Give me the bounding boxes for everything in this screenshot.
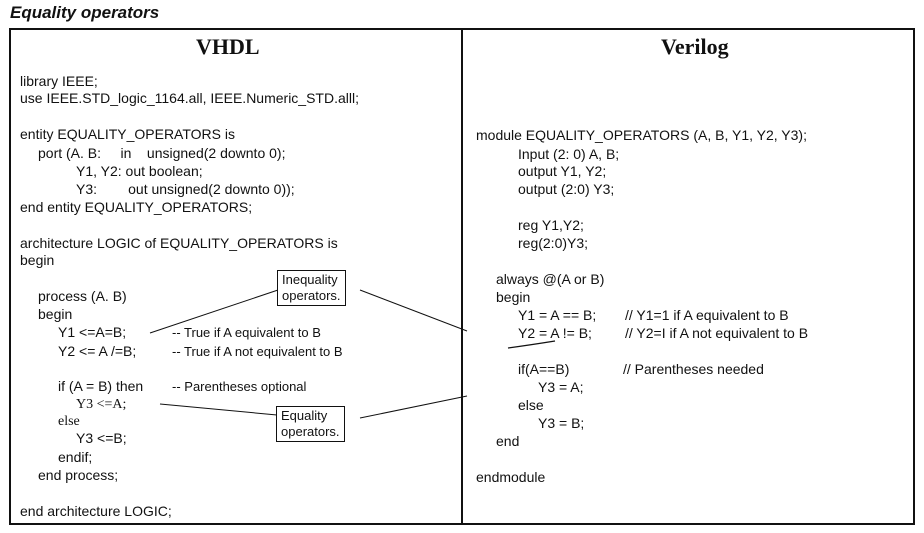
verilog-comment: // Y2=I if A not equivalent to B [625,325,809,341]
vhdl-line: Y1 <=A=B; [58,324,127,340]
verilog-line: always @(A or B) [496,271,605,287]
vhdl-line: if (A = B) then [58,378,144,394]
verilog-line: if(A==B) [518,361,570,377]
inequality-leader-left [150,290,278,333]
equality-callout-line1: Equality [281,408,328,423]
vhdl-line: end process; [38,467,119,483]
equality-callout-line2: operators. [281,424,340,439]
vhdl-line: architecture LOGIC of EQUALITY_OPERATORS is [20,235,338,251]
figure-title: Equality operators [10,3,160,22]
verilog-comment: // Y1=1 if A equivalent to B [625,307,789,323]
verilog-line: Y3 = B; [538,415,585,431]
vhdl-line: Y3 <=A; [76,397,127,412]
vhdl-line: begin [20,252,55,268]
verilog-comment: // Parentheses needed [623,361,764,377]
vhdl-line: Y3 <=B; [76,430,127,446]
verilog-line: begin [496,289,531,305]
vhdl-line: end entity EQUALITY_OPERATORS; [20,199,253,215]
verilog-line: reg Y1,Y2; [518,217,584,233]
vhdl-line: Y1, Y2: out boolean; [76,163,203,179]
verilog-line: Y1 = A == B; [518,307,597,323]
vhdl-line: Y3: out unsigned(2 downto 0)); [76,181,295,197]
verilog-line: output (2:0) Y3; [518,181,615,197]
verilog-line: endmodule [476,469,546,485]
vhdl-line: else [58,414,80,429]
verilog-line: else [518,397,544,413]
vhdl-comment: -- True if A not equivalent to B [172,344,343,359]
equality-leader-left [160,404,277,415]
vhdl-heading: VHDL [196,34,260,59]
vhdl-comment: -- True if A equivalent to B [172,325,321,340]
verilog-line: Y3 = A; [538,379,584,395]
inequality-callout-line1: Inequality [282,272,338,287]
vhdl-line: begin [38,306,73,322]
vhdl-line: library IEEE; [20,73,98,89]
inequality-leader-right [360,290,467,331]
equality-leader-right [360,396,467,418]
verilog-line: module EQUALITY_OPERATORS (A, B, Y1, Y2, Y3); [476,127,807,143]
vhdl-line: port (A. B: in unsigned(2 downto 0); [38,145,286,161]
vhdl-line: use IEEE.STD_logic_1164.all, IEEE.Numeric_STD.alll; [20,90,359,106]
vhdl-comment: -- Parentheses optional [172,379,307,394]
neq-underline [508,341,555,348]
inequality-callout [277,270,346,306]
verilog-line: end [496,433,520,449]
inequality-callout-line2: operators. [282,288,341,303]
equality-callout [276,406,345,442]
verilog-line: reg(2:0)Y3; [518,235,589,251]
vhdl-line: end architecture LOGIC; [20,503,172,519]
vhdl-line: endif; [58,449,93,465]
verilog-heading: Verilog [661,34,729,59]
vhdl-line: process (A. B) [38,288,127,304]
verilog-line: Input (2: 0) A, B; [518,146,620,162]
verilog-line: Y2 = A != B; [518,325,592,341]
vhdl-line: entity EQUALITY_OPERATORS is [20,126,235,142]
verilog-line: output Y1, Y2; [518,163,607,179]
vhdl-line: Y2 <= A /=B; [58,343,137,359]
